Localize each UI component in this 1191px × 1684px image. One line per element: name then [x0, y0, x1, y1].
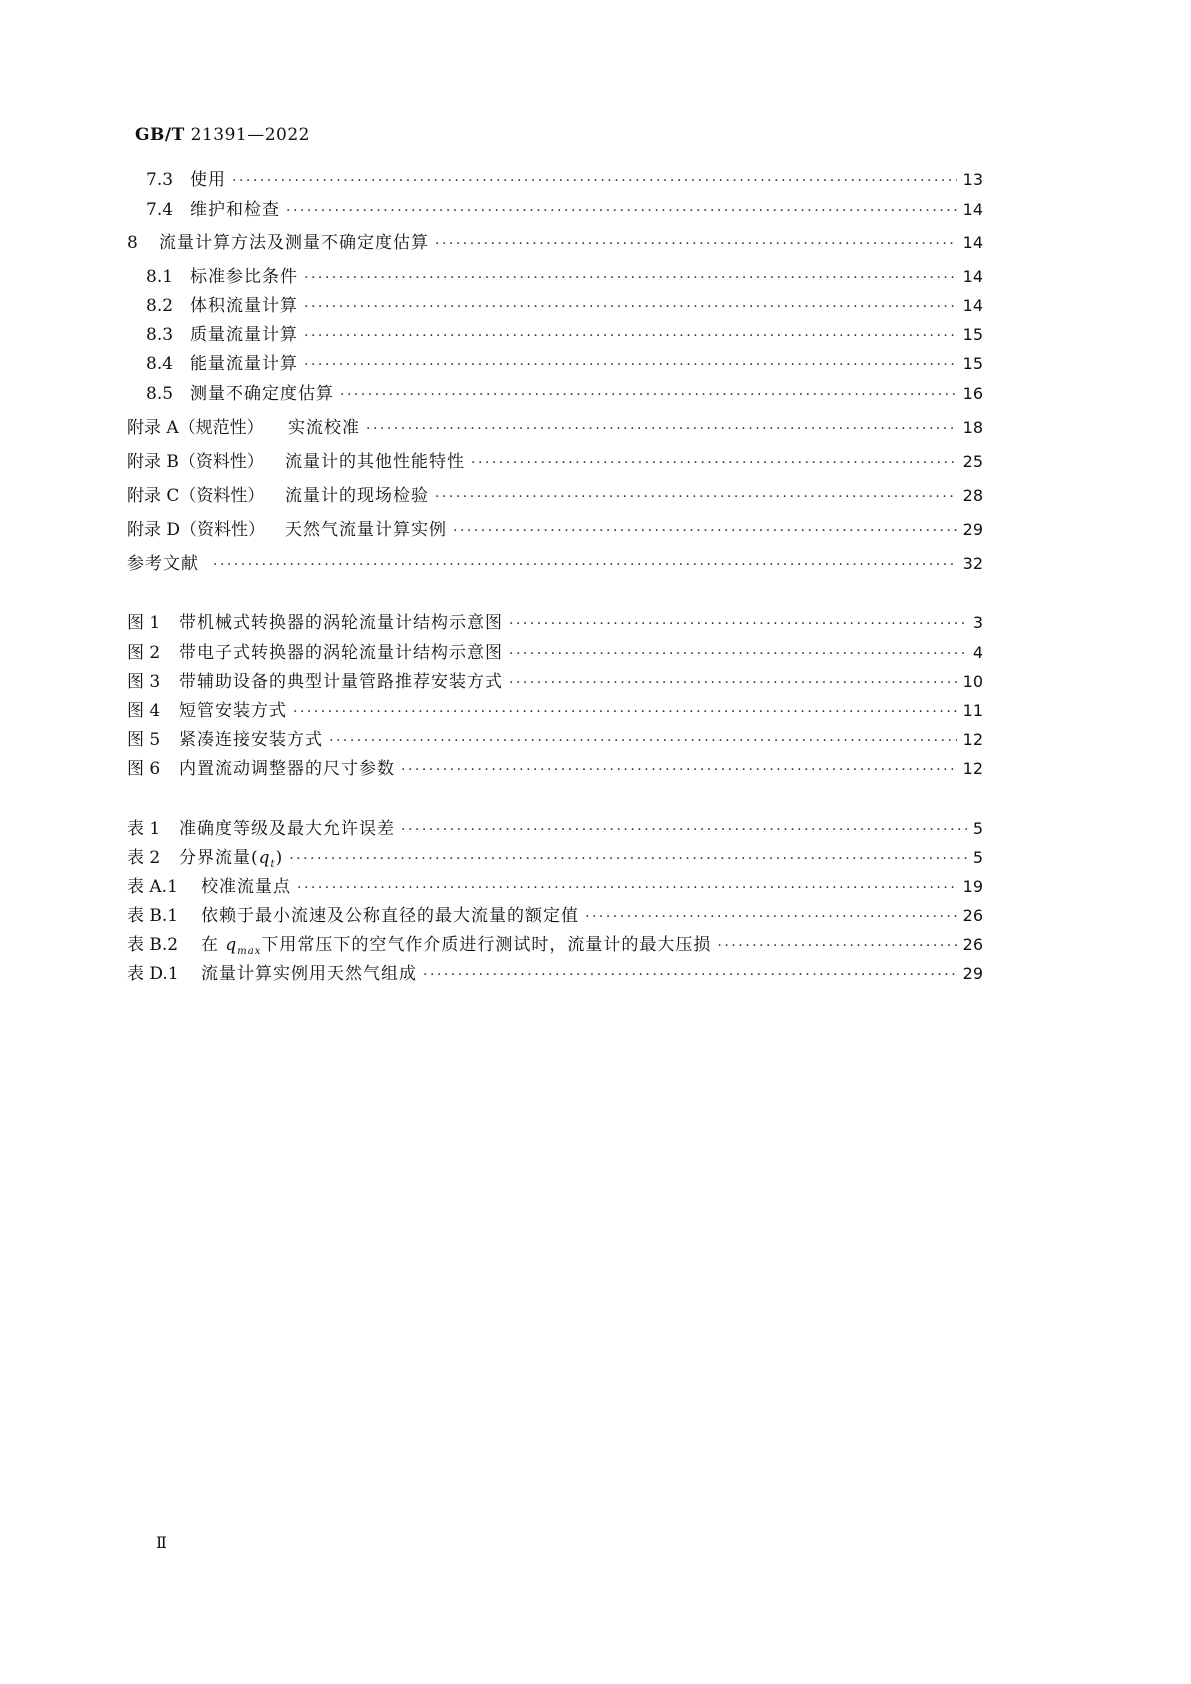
figure-number: 图 6 — [127, 759, 161, 779]
table-title-post: 下用常压下的空气作介质进行测试时，流量计的最大压损 — [261, 935, 712, 955]
toc-entry-number: 8 — [127, 233, 138, 253]
toc-entry-title: 天然气流量计算实例 — [285, 520, 447, 540]
figure-entry-6[interactable] — [127, 757, 983, 781]
leader-dots — [289, 847, 967, 870]
table-number: 表 1 — [127, 819, 161, 839]
table-title-pre: 分界流量( — [179, 848, 259, 868]
toc-entry-8-4[interactable] — [146, 352, 983, 376]
toc-entry-page: 18 — [962, 418, 983, 437]
table-title: 依赖于最小流速及公称直径的最大流量的额定值 — [201, 906, 579, 926]
toc-entry-page: 13 — [962, 170, 983, 189]
toc-entry-title: 流量计算方法及测量不确定度估算 — [159, 233, 429, 253]
figure-page: 11 — [962, 701, 983, 720]
table-page: 29 — [962, 964, 983, 983]
toc-entry-number: 8.4 — [146, 354, 174, 374]
table-title — [179, 846, 283, 870]
leader-dots — [401, 758, 957, 781]
leader-dots — [717, 934, 956, 957]
standard-prefix: GB/T — [135, 125, 185, 145]
toc-entry-7-3[interactable] — [146, 168, 983, 192]
toc-entry-title: 实流校准 — [288, 418, 360, 438]
table-number: 表 2 — [127, 848, 161, 868]
figure-number: 图 4 — [127, 701, 161, 721]
flow-variable: q — [258, 848, 271, 868]
figure-entry-2[interactable] — [127, 641, 983, 665]
toc-entry-8-1[interactable] — [146, 265, 983, 289]
leader-dots — [585, 905, 957, 928]
figure-title: 内置流动调整器的尺寸参数 — [179, 759, 395, 779]
toc-entry-number: 8.2 — [146, 296, 174, 316]
toc-entry-title: 体积流量计算 — [190, 296, 298, 316]
toc-entry-number: 参考文献 — [127, 554, 199, 574]
figure-page: 10 — [962, 672, 983, 691]
table-entry-1[interactable] — [127, 817, 983, 841]
figure-number: 图 5 — [127, 730, 161, 750]
leader-dots — [304, 295, 957, 318]
toc-entry-page: 32 — [962, 554, 983, 573]
toc-entry-page: 16 — [962, 384, 983, 403]
toc-entry-title: 测量不确定度估算 — [190, 384, 334, 404]
toc-entry-page: 15 — [962, 354, 983, 373]
leader-dots — [366, 417, 957, 440]
table-entry-2[interactable] — [127, 846, 983, 870]
figure-page: 4 — [972, 643, 983, 662]
flow-variable-subscript: t — [270, 859, 276, 870]
table-page: 19 — [962, 877, 983, 896]
leader-dots — [304, 266, 957, 289]
table-entry-b1[interactable] — [127, 904, 983, 928]
figure-number: 图 2 — [127, 643, 161, 663]
standard-code — [135, 125, 310, 145]
toc-entry-7-4[interactable] — [146, 198, 983, 222]
figure-entry-1[interactable] — [127, 611, 983, 635]
figure-entry-3[interactable] — [127, 670, 983, 694]
table-page: 5 — [972, 848, 983, 867]
toc-entry-number: 附录 B（资料性） — [127, 452, 264, 472]
toc-entry-8-2[interactable] — [146, 294, 983, 318]
table-number: 表 A.1 — [127, 877, 178, 897]
toc-entry-number: 8.5 — [146, 384, 174, 404]
table-entry-a1[interactable] — [127, 875, 983, 899]
leader-dots — [435, 485, 957, 508]
toc-entry-page: 29 — [962, 520, 983, 539]
figure-entry-5[interactable] — [127, 728, 983, 752]
flow-variable: q — [225, 935, 238, 955]
toc-entry-annex-c[interactable] — [127, 484, 983, 508]
figure-number: 图 3 — [127, 672, 161, 692]
figure-title: 带辅助设备的典型计量管路推荐安装方式 — [179, 672, 503, 692]
leader-dots — [471, 451, 957, 474]
table-title-post: ) — [275, 848, 284, 868]
toc-entry-annex-b[interactable] — [127, 450, 983, 474]
leader-dots — [509, 671, 957, 694]
toc-entry-title: 能量流量计算 — [190, 354, 298, 374]
toc-entry-page: 14 — [962, 267, 983, 286]
toc-entry-8-5[interactable] — [146, 382, 983, 406]
table-title-pre: 在 — [201, 935, 226, 955]
table-page: 26 — [962, 906, 983, 925]
toc-entry-number: 7.4 — [146, 200, 174, 220]
toc-entry-title: 流量计的其他性能特性 — [285, 452, 465, 472]
leader-dots — [453, 519, 957, 542]
page-number: Ⅱ — [156, 1533, 167, 1552]
toc-entry-page: 28 — [962, 486, 983, 505]
toc-entry-8[interactable] — [127, 231, 983, 255]
toc-entry-8-3[interactable] — [146, 323, 983, 347]
table-entry-b2[interactable] — [127, 933, 983, 957]
leader-dots — [232, 169, 957, 192]
toc-entry-title: 标准参比条件 — [190, 267, 298, 287]
leader-dots — [304, 353, 957, 376]
table-page: 5 — [972, 819, 983, 838]
figure-title: 短管安装方式 — [179, 701, 287, 721]
toc-entry-bibliography[interactable] — [127, 552, 983, 576]
toc-entry-page: 25 — [962, 452, 983, 471]
figure-title: 带机械式转换器的涡轮流量计结构示意图 — [179, 613, 503, 633]
table-number: 表 D.1 — [127, 964, 179, 984]
table-page: 26 — [962, 935, 983, 954]
figure-page: 3 — [972, 613, 983, 632]
figure-title: 带电子式转换器的涡轮流量计结构示意图 — [179, 643, 503, 663]
leader-dots — [509, 612, 967, 635]
toc-entry-number: 附录 D（资料性） — [127, 520, 266, 540]
leader-dots — [435, 232, 957, 255]
leader-dots — [340, 383, 957, 406]
toc-entry-number: 8.3 — [146, 325, 174, 345]
flow-variable-subscript: max — [237, 946, 262, 957]
table-title: 准确度等级及最大允许误差 — [179, 819, 395, 839]
leader-dots — [329, 729, 957, 752]
toc-entry-number: 7.3 — [146, 170, 174, 190]
table-number: 表 B.1 — [127, 906, 179, 926]
leader-dots — [286, 199, 957, 222]
toc-entry-title: 流量计的现场检验 — [285, 486, 429, 506]
figure-number: 图 1 — [127, 613, 161, 633]
figure-page: 12 — [962, 730, 983, 749]
leader-dots — [293, 700, 957, 723]
figure-page: 12 — [962, 759, 983, 778]
leader-dots — [401, 818, 967, 841]
figure-title: 紧凑连接安装方式 — [179, 730, 323, 750]
table-entry-d1[interactable] — [127, 962, 983, 986]
toc-entry-number: 附录 C（资料性） — [127, 486, 265, 506]
table-title: 校准流量点 — [201, 877, 291, 897]
leader-dots — [509, 642, 967, 665]
table-number: 表 B.2 — [127, 935, 179, 955]
leader-dots — [304, 324, 957, 347]
toc-entry-number: 8.1 — [146, 267, 174, 287]
leader-dots — [423, 963, 957, 986]
toc-entry-page: 14 — [962, 233, 983, 252]
leader-dots — [213, 553, 957, 576]
figure-entry-4[interactable] — [127, 699, 983, 723]
leader-dots — [297, 876, 957, 899]
toc-entry-number: 附录 A（规范性） — [127, 418, 264, 438]
toc-entry-annex-d[interactable] — [127, 518, 983, 542]
toc-entry-title: 质量流量计算 — [190, 325, 298, 345]
table-title — [201, 933, 711, 957]
toc-entry-title: 维护和检查 — [190, 200, 280, 220]
toc-entry-page: 14 — [962, 296, 983, 315]
toc-entry-page: 14 — [962, 200, 983, 219]
table-title: 流量计算实例用天然气组成 — [201, 964, 417, 984]
toc-entry-title: 使用 — [190, 170, 226, 190]
toc-entry-annex-a[interactable] — [127, 416, 983, 440]
toc-entry-page: 15 — [962, 325, 983, 344]
standard-number: 21391—2022 — [190, 125, 310, 145]
